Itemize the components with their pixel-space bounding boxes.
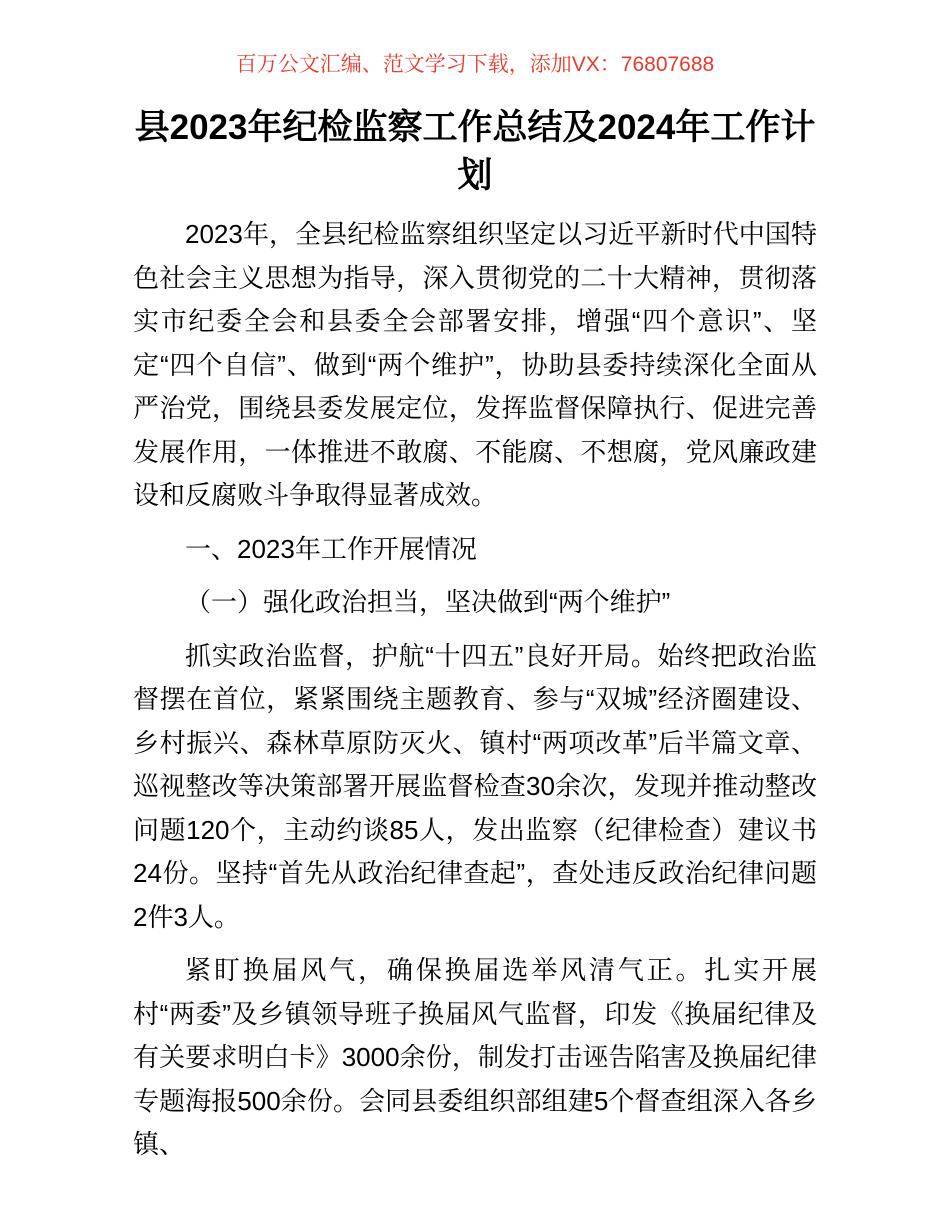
title-line-2: 划 [457,156,493,195]
paragraph-intro: 2023年，全县纪检监察组织坚定以习近平新时代中国特色社会主义思想为指导，深入贯彻党的二十大精神，贯彻落实市纪委全会和县委全会部署安排，增强“四个意识”、坚定“四个自信”、做到“两个维护”，协助县委持续深化全面从严治党，围绕县委发展定位，发挥监督保障执行、促进完善发展作用，一体推进不敢腐、不能腐、不想腐，党风廉政建设和反腐败斗争取得显著成效。 [133,219,817,510]
document-body [133,213,817,1167]
heading-section-2023-work: 一、2023年工作开展情况 [185,533,477,564]
document-content [133,0,817,1167]
title-line-1: 县2023年纪检监察工作总结及2024年工作计 [134,108,816,147]
paragraph-election-discipline: 紧盯换届风气，确保换届选举风清气正。扎实开展村“两委”及乡镇领导班子换届风气监督，印发《换届纪律及有关要求明白卡》3000余份，制发打击诬告陷害及换届纪律专题海报500余份。会同县委组织部组建5个督查组深入各乡镇、 [133,955,817,1159]
document-title [133,104,817,200]
paragraph-political-supervision: 抓实政治监督，护航“十四五”良好开局。始终把政治监督摆在首位，紧紧围绕主题教育、参与“双城”经济圈建设、乡村振兴、森林草原防灭火、镇村“两项改革”后半篇文章、巡视整改等决策部署开展监督检查30余次，发现并推动整改问题120个，主动约谈85人，发出监察（纪律检查）建议书24份。坚持“首先从政治纪律查起”，查处违反政治纪律问题2件3人。 [133,640,817,932]
heading-subsection-political-responsibility: （一）强化政治担当，坚决做到“两个维护” [185,587,671,617]
promo-header-text: 百万公文汇编、范文学习下载，添加VX：76807688 [235,53,715,76]
